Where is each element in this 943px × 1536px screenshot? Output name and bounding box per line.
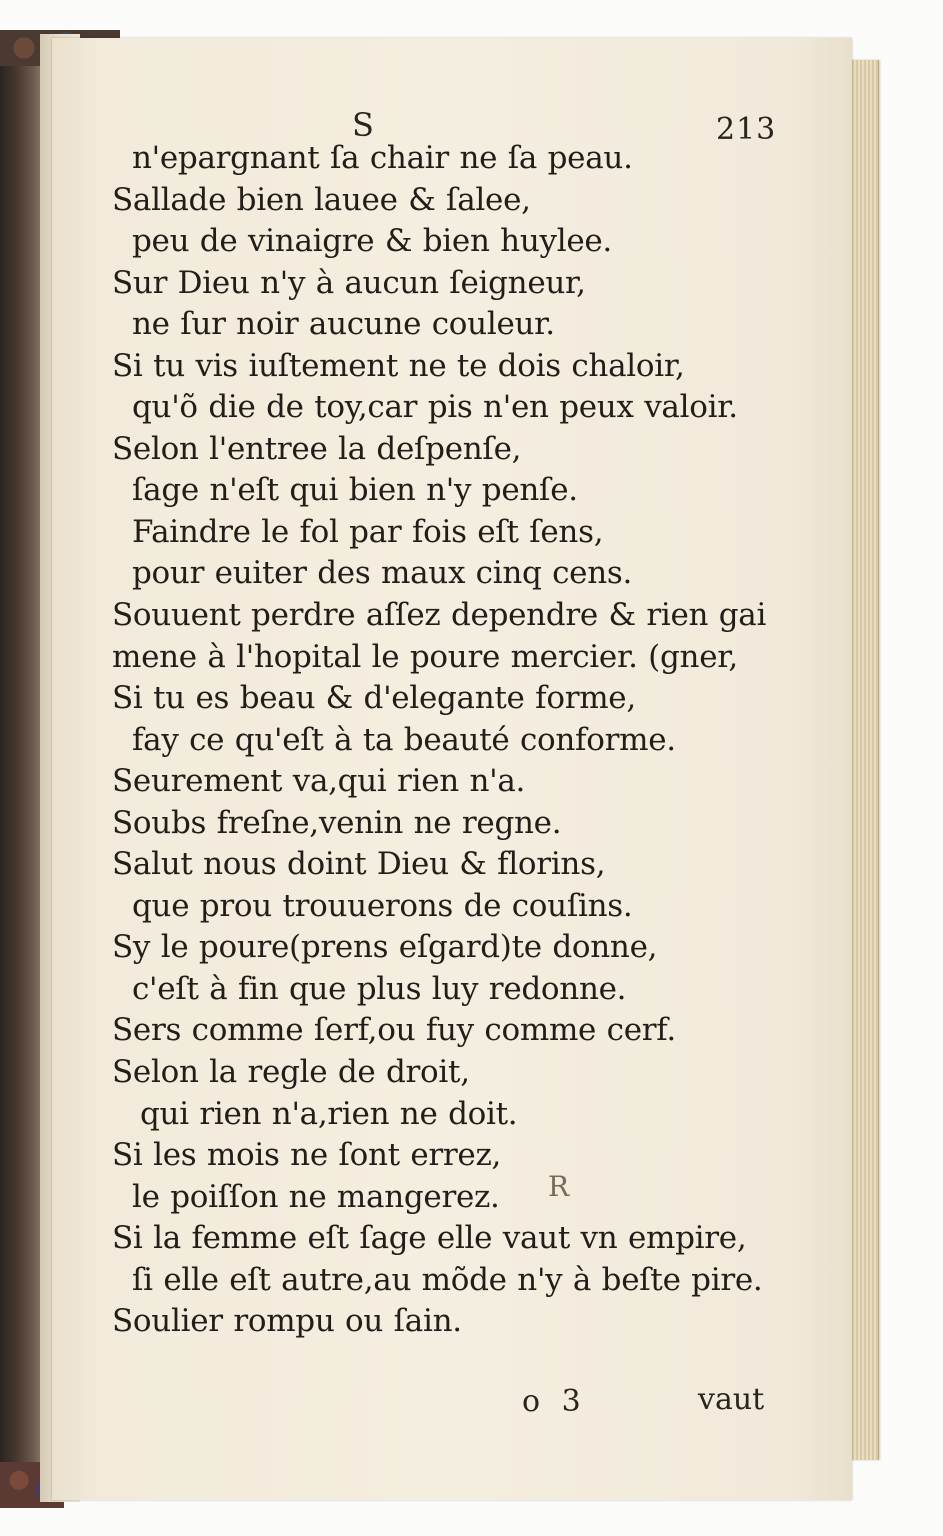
text-line: que prou trouuerons de couſins. bbox=[132, 887, 633, 924]
marginal-mark: R bbox=[548, 1170, 570, 1203]
text-line: Sers comme ſerf,ou fuy comme cerf. bbox=[112, 1012, 676, 1049]
text-line: Faindre le fol par fois eſt ſens, bbox=[132, 513, 604, 550]
text-line: Soulier rompu ou ſain. bbox=[112, 1303, 462, 1340]
page-stack-edges bbox=[848, 60, 879, 1460]
text-line: qu'õ die de toy,car pis n'en peux valoir. bbox=[132, 389, 738, 426]
text-line: ſi elle eſt autre,au mõde n'y à beſte pire. bbox=[132, 1261, 763, 1298]
text-line: Sur Dieu n'y à aucun ſeigneur, bbox=[112, 264, 586, 301]
text-line: Si la femme eſt ſage elle vaut vn empire, bbox=[112, 1220, 747, 1257]
text-line: fay ce qu'eſt à ta beauté conforme. bbox=[132, 721, 676, 758]
text-line: c'eſt à fin que plus luy redonne. bbox=[132, 970, 627, 1007]
running-head-letter: S bbox=[352, 106, 374, 144]
text-line: peu de vinaigre & bien huylee. bbox=[132, 223, 612, 260]
text-line: Seurement va,qui rien n'a. bbox=[112, 763, 526, 800]
text-line: Selon la regle de droit, bbox=[112, 1054, 470, 1091]
text-line: qui rien n'a,rien ne doit. bbox=[140, 1095, 518, 1132]
text-line: Souuent perdre aſſez dependre & rien gai bbox=[112, 597, 767, 634]
text-line: pour euiter des maux cinq cens. bbox=[132, 555, 633, 592]
text-line: Si tu vis iuſtement ne te dois chaloir, bbox=[112, 347, 685, 384]
text-line: Sallade bien lauee & ſalee, bbox=[112, 181, 531, 218]
text-line: Si tu es beau & d'elegante forme, bbox=[112, 680, 636, 717]
signature-mark: o 3 bbox=[522, 1384, 587, 1419]
text-body bbox=[112, 138, 792, 1343]
page-number: 213 bbox=[716, 112, 777, 147]
text-line: Sy le poure(prens eſgard)te donne, bbox=[112, 929, 658, 966]
text-line: Si les mois ne ſont errez, bbox=[112, 1137, 502, 1174]
text-line: ne ſur noir aucune couleur. bbox=[132, 306, 555, 343]
text-line: Selon l'entree la deſpenſe, bbox=[112, 430, 522, 467]
text-line: mene à l'hopital le poure mercier. (gner, bbox=[112, 638, 738, 675]
text-line: Salut nous doint Dieu & florins, bbox=[112, 846, 606, 883]
text-line: n'epargnant ſa chair ne ſa peau. bbox=[132, 140, 633, 176]
text-line: le poiſſon ne mangerez. bbox=[132, 1178, 500, 1215]
text-line: Soubs freſne,venin ne regne. bbox=[112, 804, 562, 841]
catchword: vaut bbox=[698, 1382, 765, 1417]
book-page bbox=[52, 38, 852, 1500]
text-line: ſage n'eſt qui bien n'y penſe. bbox=[132, 472, 578, 509]
